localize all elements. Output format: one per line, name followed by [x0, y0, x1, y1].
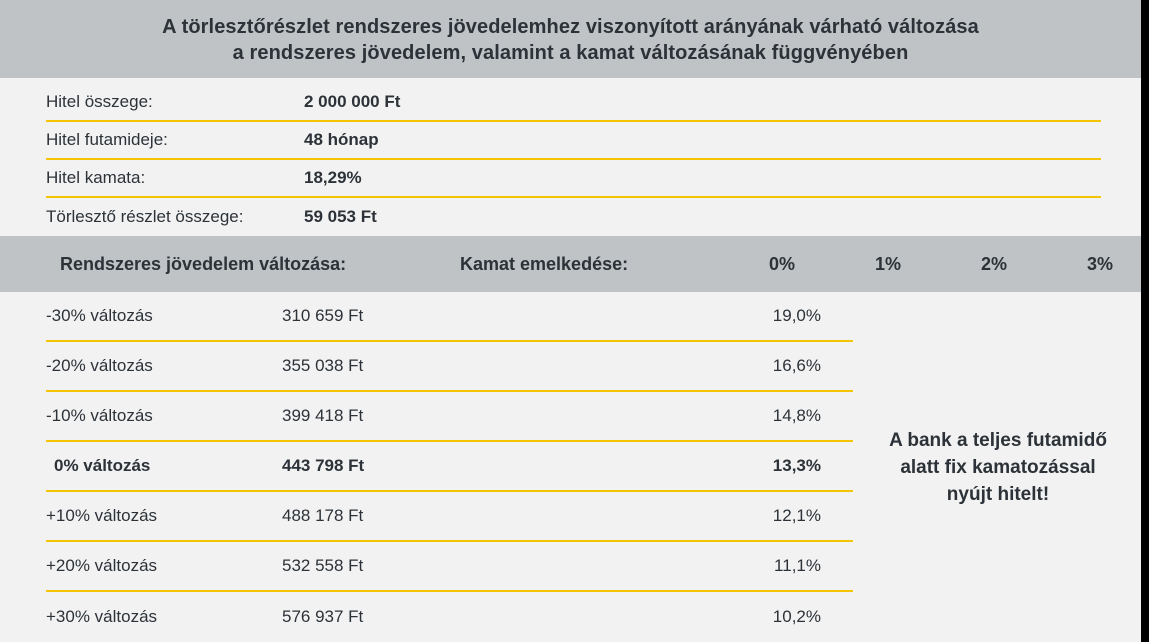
row-income-change: +20% változás [46, 556, 158, 575]
fixed-rate-note [855, 292, 1141, 642]
summary-value: 2 000 000 Ft [304, 92, 401, 111]
row-ratio-0pct: 16,6% [772, 356, 821, 375]
summary-row [46, 122, 1101, 160]
row-income-amount: 443 798 Ft [282, 456, 365, 475]
row-ratio-0pct: 19,0% [772, 306, 821, 325]
summary-label: Hitel kamata: [46, 168, 146, 187]
loan-summary [0, 78, 1141, 236]
summary-label: Hitel összege: [46, 92, 153, 111]
page-title-line-1: A törlesztőrészlet rendszeres jövedelemhez viszonyított arányának várható változása [162, 16, 979, 38]
row-income-change: +30% változás [46, 607, 158, 626]
column-header-rate-step-2: 2% [980, 253, 1007, 274]
column-header-rate-step-1: 1% [874, 253, 901, 274]
table-row [46, 492, 853, 542]
row-ratio-0pct: 10,2% [772, 607, 821, 626]
row-income-change: -20% változás [46, 356, 153, 375]
row-income-amount: 532 558 Ft [282, 556, 364, 575]
summary-row [46, 198, 1101, 236]
column-header-rate-step-0: 0% [768, 253, 795, 274]
table-rows [0, 292, 853, 642]
summary-value: 48 hónap [304, 130, 379, 149]
row-income-amount: 488 178 Ft [282, 506, 364, 525]
table-row [46, 342, 853, 392]
table-row-baseline [46, 442, 853, 492]
summary-label: Hitel futamideje: [46, 130, 168, 149]
table-body [0, 292, 1141, 642]
summary-row [46, 160, 1101, 198]
fixed-rate-note-text: A bank a teljes futamidő alatt fix kamatozással nyújt hitelt! [889, 429, 1107, 505]
row-income-change: +10% változás [46, 506, 158, 525]
page-title-line-2: a rendszeres jövedelem, valamint a kamat változásának függvényében [232, 42, 909, 64]
row-income-change: 0% változás [54, 456, 151, 475]
table-row [46, 392, 853, 442]
table-column-header [0, 236, 1141, 292]
column-header-income: Rendszeres jövedelem változása: [60, 253, 347, 274]
row-income-amount: 310 659 Ft [282, 306, 364, 325]
page-title [0, 0, 1141, 78]
summary-row [46, 84, 1101, 122]
row-income-amount: 576 937 Ft [282, 607, 364, 626]
summary-value: 59 053 Ft [304, 207, 377, 226]
row-income-amount: 355 038 Ft [282, 356, 364, 375]
summary-label: Törlesztő részlet összege: [46, 207, 244, 226]
row-ratio-0pct: 12,1% [772, 506, 821, 525]
row-income-change: -30% változás [46, 306, 153, 325]
column-header-rate: Kamat emelkedése: [460, 253, 629, 274]
table-row [46, 542, 853, 592]
row-ratio-0pct: 13,3% [772, 456, 821, 475]
table-row [46, 592, 853, 642]
summary-value: 18,29% [304, 168, 362, 187]
column-header-rate-step-3: 3% [1086, 253, 1113, 274]
row-ratio-0pct: 14,8% [772, 406, 821, 425]
row-income-change: -10% változás [46, 406, 153, 425]
row-ratio-0pct: 11,1% [774, 556, 821, 575]
row-income-amount: 399 418 Ft [282, 406, 364, 425]
table-row [46, 292, 853, 342]
